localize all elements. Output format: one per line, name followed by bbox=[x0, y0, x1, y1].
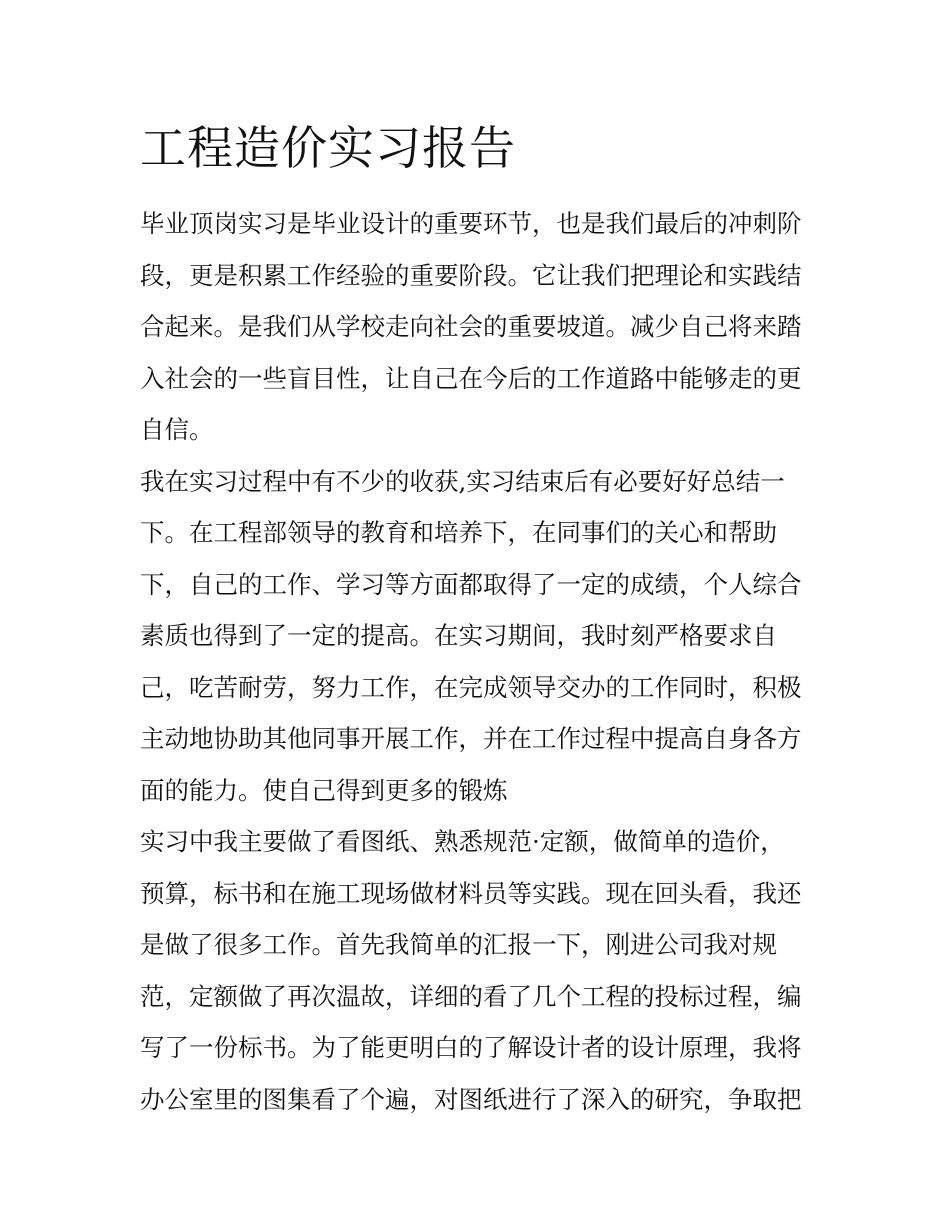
text-line: 段，更是积累工作经验的重要阶段。它让我们把理论和实践结 bbox=[140, 260, 802, 290]
text-line: 范，定额做了再次温故，详细的看了几个工程的投标过程，编 bbox=[140, 981, 802, 1011]
document-body bbox=[140, 198, 830, 1125]
text-line: 我在实习过程中有不少的收获,实习结束后有必要好好总结一 bbox=[140, 466, 785, 496]
text-line: 写了一份标书。为了能更明白的了解设计者的设计原理，我将 bbox=[140, 1033, 802, 1062]
text-line: 合起来。是我们从学校走向社会的重要坡道。减少自己将来踏 bbox=[140, 312, 802, 341]
text-line: 己，吃苦耐劳，努力工作，在完成领导交办的工作同时，积极 bbox=[140, 672, 802, 702]
text-line: 办公室里的图集看了个遍，对图纸进行了深入的研究，争取把 bbox=[140, 1084, 802, 1114]
text-line: 面的能力。使自己得到更多的锻炼 bbox=[140, 775, 508, 805]
text-line: 毕业顶岗实习是毕业设计的重要环节，也是我们最后的冲刺阶 bbox=[140, 209, 802, 238]
text-line: 自信。 bbox=[140, 415, 214, 444]
text-line: 实习中我主要做了看图纸、熟悉规范·定额，做简单的造价， bbox=[140, 827, 785, 856]
text-line: 素质也得到了一定的提高。在实习期间，我时刻严格要求自 bbox=[140, 621, 777, 650]
document-title: 工程造价实习报告 bbox=[140, 121, 516, 175]
text-line: 预算，标书和在施工现场做材料员等实践。现在回头看，我还 bbox=[140, 878, 802, 908]
text-line: 是做了很多工作。首先我简单的汇报一下，刚进公司我对规 bbox=[140, 930, 777, 959]
text-line: 入社会的一些盲目性，让自己在今后的工作道路中能够走的更 bbox=[140, 363, 802, 393]
text-line: 下。在工程部领导的教育和培养下，在同事们的关心和帮助 bbox=[140, 518, 777, 547]
text-line: 主动地协助其他同事开展工作，并在工作过程中提高自身各方 bbox=[140, 724, 802, 753]
text-line: 下，自己的工作、学习等方面都取得了一定的成绩，个人综合 bbox=[140, 569, 802, 599]
